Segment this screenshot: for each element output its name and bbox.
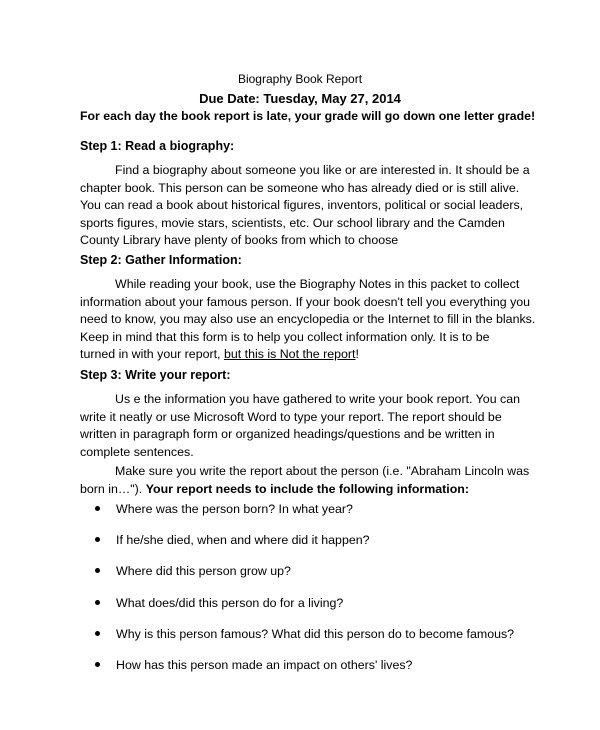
step3-paragraph [80,391,535,461]
bullet-icon [95,506,100,511]
paragraph-line: County Library have plenty of books from which to choose [80,233,399,247]
step2-heading: Step 2: Gather Information: [80,253,242,267]
bullet-icon [95,631,100,636]
document-header [0,70,600,110]
text-span: ! [355,347,359,361]
bullet-icon [95,537,100,542]
due-date: Due Date: Tuesday, May 27, 2014 [199,91,401,106]
question-text: Where was the person born? In what year? [116,502,353,516]
list-item [80,531,560,562]
bullet-icon [95,662,100,667]
report-title: Biography Book Report [237,72,363,86]
step2-paragraph [80,276,535,364]
question-text: Why is this person famous? What did this person do to become famous? [116,626,515,641]
step1-heading: Step 1: Read a biography: [80,139,235,153]
paragraph-line: write it neatly or use Microsoft Word to type your report. The report should be [80,409,502,424]
list-item [80,625,560,656]
paragraph-line: sports figures, movie stars, scientists, etc. Our school library and the Camden [80,215,505,230]
step3-paragraph-2 [80,463,535,498]
paragraph-line: written in paragraph form or organized headings/questions and be written in [80,427,495,441]
step1-paragraph [80,162,535,250]
paragraph-line: Us e the information you have gathered to write your book report. You can [115,392,521,406]
question-text: If he/she died, when and where did it happen? [116,533,370,548]
paragraph-line: Keep in mind that this form is to help you collect information only. It is to be [80,329,490,344]
paragraph-line [80,481,535,499]
paragraph-line: complete sentences. [80,444,194,459]
paragraph-line: information about your famous person. If your book doesn't tell you everything you [80,294,531,309]
paragraph-line-last [80,346,535,364]
bold-instruction: Your report needs to include the following information: [145,481,469,496]
late-warning: For each day the book report is late, your grade will go down one letter grade! [80,109,536,123]
paragraph-line: need to know, you may also use an encyclopedia or the Internet to fill in the blanks. [80,312,536,326]
paragraph-line: While reading your book, use the Biography Notes in this packet to collect [115,277,520,291]
paragraph-line: Make sure you write the report about the person (i.e. "Abraham Lincoln was [115,464,530,478]
questions-list [80,500,560,687]
step3-heading: Step 3: Write your report: [80,368,231,382]
question-text: How has this person made an impact on others' lives? [116,657,413,672]
paragraph-line: chapter book. This person can be someone who has already died or is still alive. [80,180,520,195]
question-text: What does/did this person do for a living? [116,595,344,610]
text-span: born in…"). [80,481,146,496]
question-text: Where did this person grow up? [116,564,291,579]
paragraph-line: Find a biography about someone you like or are interested in. It should be a [115,163,530,177]
list-item [80,500,560,531]
list-item [80,594,560,625]
paragraph-line: You can read a book about historical figures, inventors, political or social leaders, [80,198,524,212]
bullet-icon [95,600,100,605]
list-item [80,562,560,593]
bullet-icon [95,568,100,573]
list-item [80,656,560,687]
underlined-note: but this is Not the report [223,347,356,361]
text-span: turned in with your report, [80,347,224,361]
